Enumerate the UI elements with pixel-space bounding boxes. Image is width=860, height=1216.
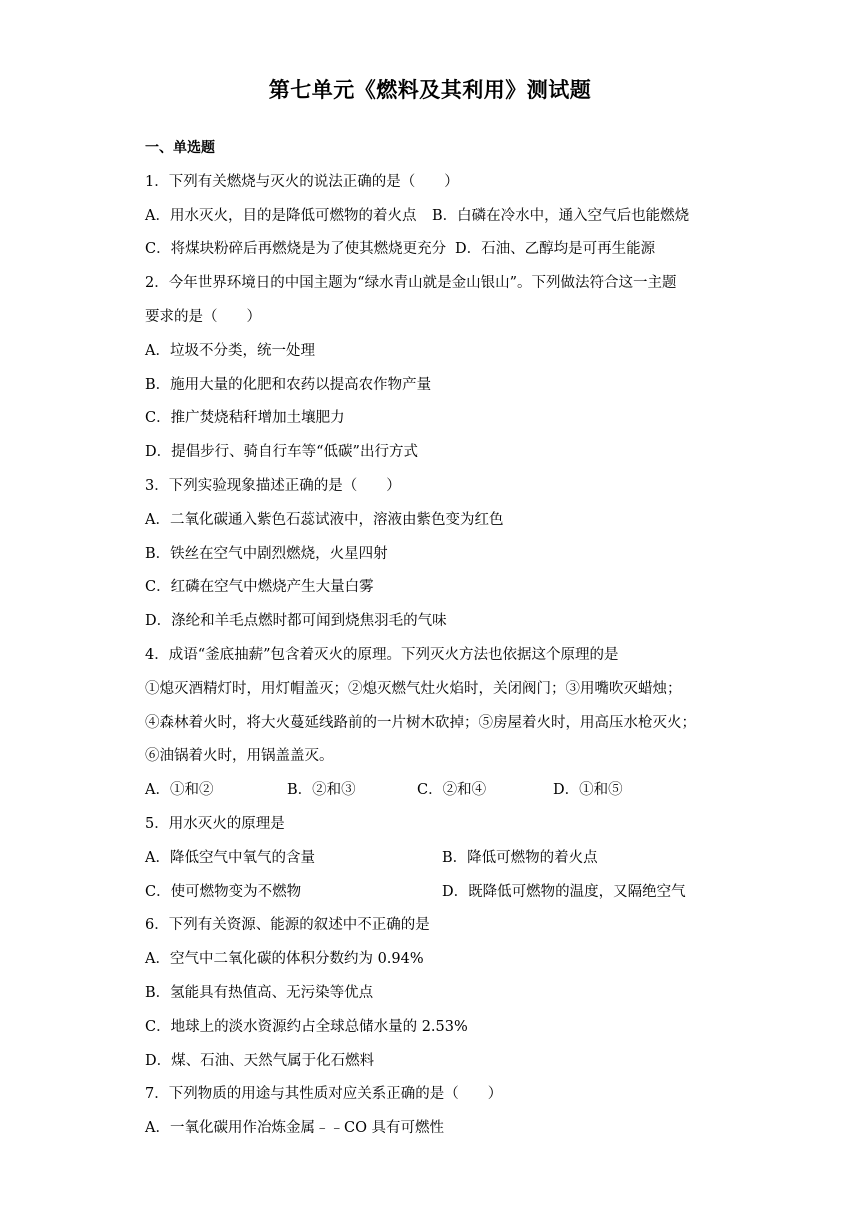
option-d: D．石油、乙醇均是可再生能源 bbox=[455, 241, 656, 258]
option-b: B．氢能具有热值高、无污染等优点 bbox=[145, 984, 374, 1001]
question-stem-continued: ⑥油锅着火时，用锅盖盖灭。 bbox=[145, 748, 334, 765]
question-1 bbox=[145, 166, 725, 267]
option-a: A．①和② bbox=[145, 782, 214, 799]
option-row bbox=[145, 233, 725, 267]
option-c: C．②和④ bbox=[417, 782, 487, 799]
option-row bbox=[145, 842, 725, 876]
option-a: A．空气中二氧化碳的体积分数约为 0.94% bbox=[145, 951, 424, 968]
option-a: A．二氧化碳通入紫色石蕊试液中，溶液由紫色变为红色 bbox=[145, 511, 504, 528]
question-stem: 4．成语“釜底抽薪”包含着灭火的原理。下列灭火方法也依据这个原理的是 bbox=[145, 646, 619, 663]
document-title: 第七单元《燃料及其利用》测试题 bbox=[268, 78, 592, 102]
section-heading: 一、单选题 bbox=[145, 140, 215, 156]
question-7 bbox=[145, 1078, 725, 1146]
question-6 bbox=[145, 909, 725, 1078]
option-a: A．垃圾不分类，统一处理 bbox=[145, 342, 315, 359]
document-body bbox=[145, 132, 725, 1146]
question-stem-continued: 要求的是（ ） bbox=[145, 308, 261, 325]
option-row bbox=[145, 876, 725, 910]
option-d: D．既降低可燃物的温度，又隔绝空气 bbox=[442, 883, 686, 900]
question-stem: 3．下列实验现象描述正确的是（ ） bbox=[145, 477, 401, 494]
question-4 bbox=[145, 639, 725, 808]
option-b: B．施用大量的化肥和农药以提高农作物产量 bbox=[145, 376, 432, 393]
option-d: D．①和⑤ bbox=[553, 782, 623, 799]
question-stem: 1．下列有关燃烧与灭火的说法正确的是（ ） bbox=[145, 173, 459, 190]
question-stem: 5．用水灭火的原理是 bbox=[145, 815, 285, 832]
option-d: D．涤纶和羊毛点燃时都可闻到烧焦羽毛的气味 bbox=[145, 613, 447, 630]
question-stem: 7．下列物质的用途与其性质对应关系正确的是（ ） bbox=[145, 1086, 503, 1103]
option-c: C．推广焚烧秸秆增加土壤肥力 bbox=[145, 410, 345, 427]
question-stem: 6．下列有关资源、能源的叙述中不正确的是 bbox=[145, 917, 430, 934]
option-a: A．降低空气中氧气的含量 bbox=[145, 849, 315, 866]
option-c: C．地球上的淡水资源约占全球总储水量的 2.53% bbox=[145, 1018, 468, 1035]
option-row bbox=[145, 200, 725, 234]
option-b: B．②和③ bbox=[287, 782, 356, 799]
option-d: D．提倡步行、骑自行车等“低碳”出行方式 bbox=[145, 444, 418, 461]
question-stem-continued: ④森林着火时，将大火蔓延线路前的一片树木砍掉；⑤房屋着火时，用高压水枪灭火； bbox=[145, 714, 696, 731]
question-3 bbox=[145, 470, 725, 639]
question-stem: 2．今年世界环境日的中国主题为“绿水青山就是金山银山”。下列做法符合这一主题 bbox=[145, 275, 677, 292]
option-row bbox=[145, 774, 725, 808]
option-a: A．一氧化碳用作冶炼金属﹣﹣CO 具有可燃性 bbox=[145, 1120, 445, 1137]
option-b: B．降低可燃物的着火点 bbox=[442, 849, 598, 866]
question-5 bbox=[145, 808, 725, 909]
option-c: C．将煤块粉碎后再燃烧是为了使其燃烧更充分 bbox=[145, 241, 447, 258]
option-d: D．煤、石油、天然气属于化石燃料 bbox=[145, 1052, 375, 1069]
option-b: B．铁丝在空气中剧烈燃烧，火星四射 bbox=[145, 545, 388, 562]
question-2 bbox=[145, 267, 725, 470]
option-b: B．白磷在冷水中，通入空气后也能燃烧 bbox=[432, 207, 690, 224]
question-stem-continued: ①熄灭酒精灯时，用灯帽盖灭；②熄灭燃气灶火焰时，关闭阀门；③用嘴吹灭蜡烛； bbox=[145, 680, 682, 697]
option-c: C．使可燃物变为不燃物 bbox=[145, 883, 302, 900]
option-c: C．红磷在空气中燃烧产生大量白雾 bbox=[145, 579, 374, 596]
option-a: A．用水灭火，目的是降低可燃物的着火点 bbox=[145, 207, 417, 224]
